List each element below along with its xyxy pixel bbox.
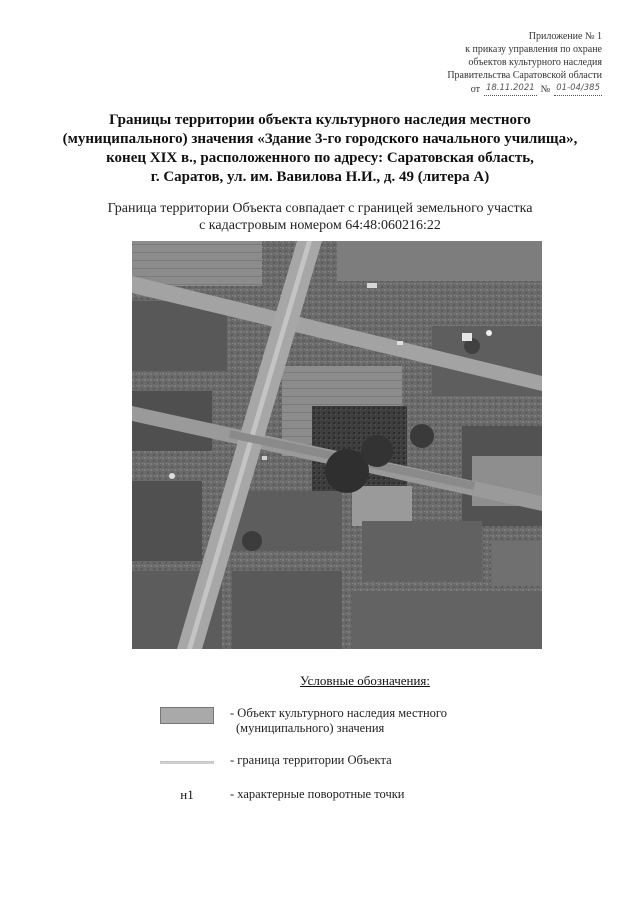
- order-number: 01-04/385: [554, 82, 602, 96]
- boundary-note: [40, 200, 600, 234]
- legend-item-turning-points: [160, 787, 405, 802]
- aerial-photo: [132, 241, 542, 649]
- header-line-3: объектов культурного наследия: [468, 57, 602, 68]
- title-line-2: (муниципального) значения «Здание 3-го городского начального училища»,: [62, 131, 578, 147]
- turning-point-symbol: н1: [180, 787, 194, 802]
- approval-header: [392, 30, 602, 96]
- legend-item-boundary: [160, 753, 392, 768]
- legend-title: Условные обозначения:: [300, 673, 431, 688]
- title-line-3: конец XIX в., расположенного по адресу: Саратовская область,: [106, 150, 534, 166]
- document-title: [40, 111, 600, 187]
- legend-heritage-label: - Объект культурного наследия местного: [230, 706, 447, 720]
- title-line-4: г. Саратов, ул. им. Вавилова Н.И., д. 49 (литера А): [150, 169, 490, 185]
- number-label: №: [540, 84, 551, 95]
- legend-boundary-label: - граница территории Объекта: [230, 753, 392, 767]
- aerial-map: [132, 241, 542, 649]
- order-date: 18.11.2021: [484, 82, 537, 96]
- header-line-4: Правительства Саратовской области: [447, 70, 602, 81]
- order-date-number: [392, 82, 602, 96]
- header-line-1: Приложение № 1: [528, 31, 602, 42]
- subtitle-line-2: с кадастровым номером 64:48:060216:22: [199, 218, 441, 233]
- legend-turning-points-label: - характерные поворотные точки: [230, 787, 405, 801]
- legend-heritage-label-cont: (муниципального) значения: [236, 721, 385, 735]
- title-line-1: Границы территории объекта культурного наследия местного: [109, 112, 531, 128]
- legend-item-heritage-object: [160, 706, 447, 736]
- header-line-2: к приказу управления по охране: [465, 44, 602, 55]
- boundary-line-swatch: [160, 761, 214, 764]
- subtitle-line-1: Граница территории Объекта совпадает с границей земельного участка: [107, 201, 533, 216]
- from-label: от: [470, 84, 480, 95]
- heritage-object-swatch: [160, 707, 214, 724]
